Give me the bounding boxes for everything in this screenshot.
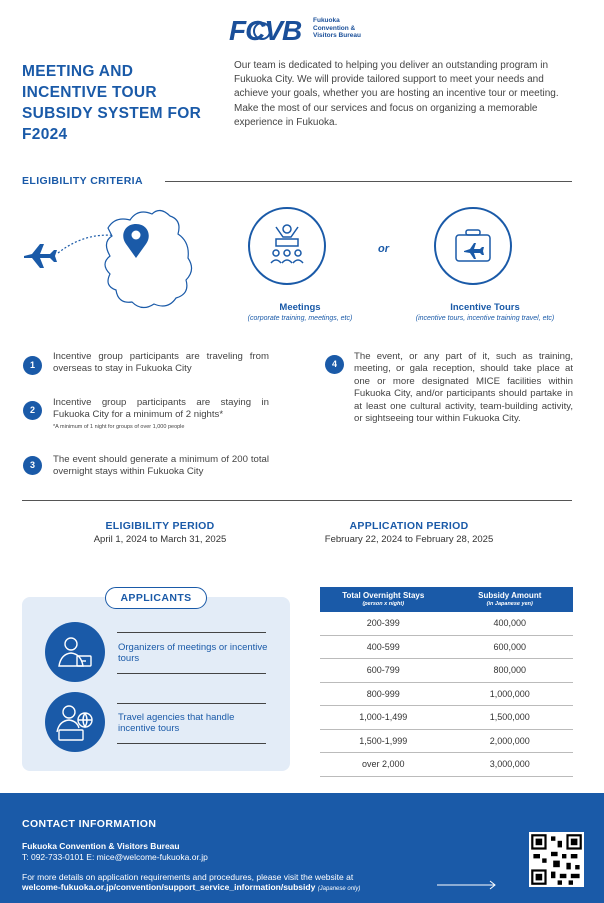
divider	[117, 743, 266, 744]
table-header-row	[320, 587, 573, 612]
column-header-subtitle: (person x night)	[362, 601, 405, 607]
divider	[117, 703, 266, 704]
incentive-tours-subtitle: (incentive tours, incentive training travel, etc)	[415, 315, 555, 322]
amount-cell: 1,000,000	[447, 682, 574, 706]
amount-cell: 800,000	[447, 659, 574, 683]
divider	[117, 632, 266, 633]
table-row	[320, 729, 573, 753]
stays-cell: 800-999	[320, 682, 447, 706]
divider	[22, 500, 572, 501]
table-row	[320, 635, 573, 659]
eligibility-period-title: ELIGIBILITY PERIOD	[105, 520, 215, 532]
or-label: or	[378, 243, 389, 255]
applicants-heading: APPLICANTS	[105, 587, 207, 609]
logo-line: Convention &	[313, 24, 356, 32]
arrow-right-icon	[437, 880, 499, 890]
contact-url-line	[22, 882, 360, 892]
criterion-text: Incentive group participants are traveling from overseas to stay in Fukuoka City	[53, 351, 269, 375]
intro-paragraph: Our team is dedicated to helping you deliver an outstanding program in Fukuoka City. We will provide tailored support to meet your needs and achieve your goals, whether you are hosting an incentive tour or meeting. Make the most of our services and focus on organizing a memorable experience in Fukuoka.	[234, 60, 559, 128]
criterion-footnote: *A minimum of 1 night for groups of over 1,000 people	[53, 424, 185, 430]
amount-cell: 1,500,000	[447, 706, 574, 730]
subsidy-table	[320, 587, 573, 777]
criterion-number: 3	[23, 456, 42, 475]
application-period-title: APPLICATION PERIOD	[349, 520, 469, 532]
logo-line: Fukuoka	[313, 17, 340, 24]
criterion-text: Incentive group participants are staying in Fukuoka City for a minimum of 2 nights*	[53, 397, 269, 421]
logo-line: Visitors Bureau	[313, 32, 361, 39]
stays-cell: 1,000-1,499	[320, 706, 447, 730]
amount-cell: 3,000,000	[447, 753, 574, 777]
contact-url-note: (Japanese only)	[317, 886, 361, 892]
criterion-number: 1	[23, 356, 42, 375]
eligibility-heading: ELIGIBILITY CRITERIA	[22, 175, 143, 187]
stays-cell: 200-399	[320, 612, 447, 635]
organizer-icon	[45, 622, 105, 682]
criterion-text: The event should generate a minimum of 200 total overnight stays within Fukuoka City	[53, 454, 269, 478]
stays-cell: 1,500-1,999	[320, 729, 447, 753]
fcvb-logo	[229, 14, 311, 44]
applicant-organizers-text: Organizers of meetings or incentive tours	[118, 642, 268, 665]
fukuoka-map-illustration	[20, 198, 220, 318]
contact-url[interactable]: welcome-fukuoka.or.jp/convention/support_service_information/subsidy	[22, 882, 316, 892]
column-header-title: Total Overnight Stays	[342, 591, 425, 600]
qr-code-icon[interactable]	[529, 832, 584, 887]
column-header-title: Subsidy Amount	[478, 591, 542, 600]
application-period-value: February 22, 2024 to February 28, 2025	[324, 534, 494, 545]
meetings-title: Meetings	[279, 302, 321, 313]
divider	[165, 181, 572, 182]
contact-org-name: Fukuoka Convention & Visitors Bureau	[22, 841, 180, 851]
amount-cell: 400,000	[447, 612, 574, 635]
airplane-icon	[24, 244, 57, 268]
eligibility-period-value: April 1, 2024 to March 31, 2025	[93, 534, 227, 545]
column-header-stays	[320, 587, 447, 612]
meetings-subtitle: (corporate training, meetings, etc)	[247, 315, 353, 322]
table-row	[320, 612, 573, 635]
amount-cell: 2,000,000	[447, 729, 574, 753]
criterion-number: 2	[23, 401, 42, 420]
logo-org-name	[313, 17, 361, 40]
meetings-icon	[248, 207, 326, 285]
table-row	[320, 682, 573, 706]
divider	[117, 673, 266, 674]
column-header-subtitle: (in Japanese yen)	[486, 601, 533, 607]
table-row	[320, 753, 573, 777]
stays-cell: 600-799	[320, 659, 447, 683]
contact-heading: CONTACT INFORMATION	[22, 818, 157, 830]
incentive-tours-title: Incentive Tours	[450, 302, 520, 313]
contact-more-info: For more details on application requirements and procedures, please visit the website at	[22, 872, 354, 882]
amount-cell: 600,000	[447, 635, 574, 659]
column-header-amount	[447, 587, 574, 612]
travel-agent-icon	[45, 692, 105, 752]
table-body	[320, 612, 573, 776]
incentive-tours-icon	[434, 207, 512, 285]
table-row	[320, 706, 573, 730]
stays-cell: 400-599	[320, 635, 447, 659]
criterion-number: 4	[325, 355, 344, 374]
stays-cell: over 2,000	[320, 753, 447, 777]
criterion-text: The event, or any part of it, such as training, meeting, or gala reception, should take place at one or more designated MICE facilities within Fukuoka City, and/or participants should partake in at least one cultural activity, team-building activity, or sightseeing tour within Fukuoka City.	[354, 351, 573, 425]
applicant-agencies-text: Travel agencies that handle incentive tours	[118, 712, 235, 735]
page-title: MEETING AND INCENTIVE TOUR SUBSIDY SYSTEM FOR F2024	[22, 63, 202, 143]
contact-phone-email: T: 092-733-0101 E: mice@welcome-fukuoka.or.jp	[22, 852, 208, 862]
table-row	[320, 659, 573, 683]
svg-text:FCVB: FCVB	[229, 15, 302, 44]
